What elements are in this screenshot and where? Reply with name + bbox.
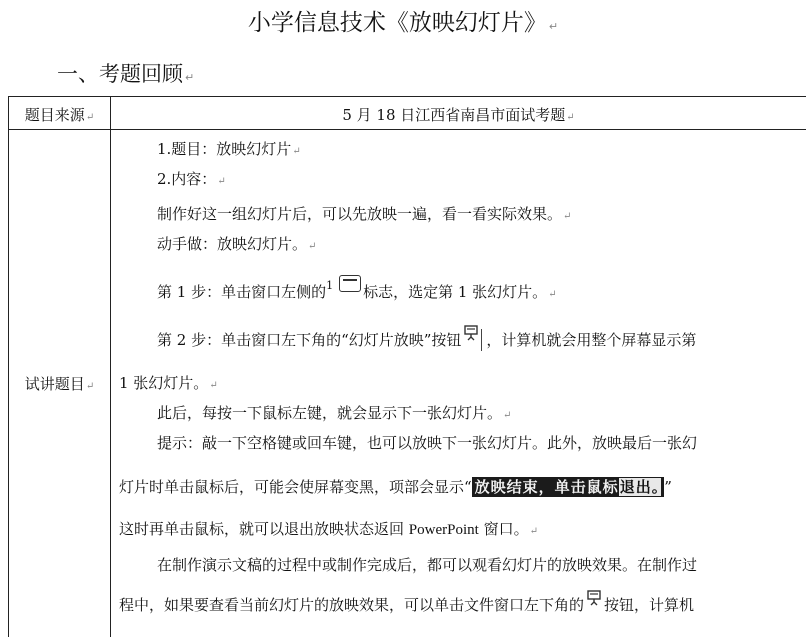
- text-line: 此后，每按一下鼠标左键，就会显示下一张幻灯片。↵: [157, 404, 512, 422]
- question-table: [8, 96, 806, 637]
- text-cursor: [481, 329, 482, 351]
- text-line: 在制作演示文稿的过程中或制作完成后，都可以观看幻灯片的放映效果。在制作过: [157, 556, 698, 574]
- text-line: 第 2 步：单击窗口左下角的“幻灯片放映”按钮 ，计算机就会用整个屏幕显示第: [119, 329, 800, 351]
- text-line: 第 1 步：单击窗口左侧的$^1$ 标志，选定第 1 张幻灯片。↵: [119, 281, 800, 302]
- table-header-row: [9, 97, 806, 130]
- table-header-value: 5 月 18 日江西省南昌市面试考题↵: [342, 106, 575, 124]
- table-header-label: 题目来源↵: [24, 106, 95, 124]
- text-line: 动手做：放映幻灯片。↵: [157, 235, 317, 253]
- slide-thumbnail-icon: [339, 275, 361, 292]
- paragraph-mark: ↵: [185, 71, 195, 84]
- document-title: [0, 4, 806, 37]
- slideshow-projector-icon: [587, 590, 601, 606]
- table-body-content: [111, 129, 806, 637]
- highlighted-screen-text: 放映结束，单击鼠标退出。: [472, 477, 665, 497]
- paragraph-mark: ↵: [548, 20, 559, 33]
- text-line: 这时再单击鼠标，就可以退出放映状态返回 PowerPoint 窗口。↵: [119, 520, 538, 538]
- text-line: 1.题目：放映幻灯片↵: [157, 140, 301, 158]
- text-line: 制作好这一组幻灯片后，可以先放映一遍，看一看实际效果。↵: [157, 205, 572, 223]
- section-heading: [57, 58, 194, 88]
- slideshow-projector-icon: [464, 325, 478, 341]
- section-heading-text: 一、考题回顾: [57, 62, 183, 86]
- text-line: 提示：敲一下空格键或回车键，也可以放映下一张幻灯片。此外，放映最后一张幻: [157, 434, 698, 452]
- document-title-text: 小学信息技术《放映幻灯片》: [247, 10, 547, 36]
- table-body-label: 试讲题目↵: [24, 375, 95, 393]
- text-line: 1 张幻灯片。↵: [119, 374, 218, 392]
- text-line: 程中，如果要查看当前幻灯片的放映效果，可以单击文件窗口左下角的 按钮，计算机: [119, 594, 800, 615]
- text-line: 灯片时单击鼠标后，可能会使屏幕变黑，项部会显示“ 放映结束，单击鼠标退出。 ”: [119, 478, 672, 496]
- text-line: 2.内容：↵: [157, 170, 226, 188]
